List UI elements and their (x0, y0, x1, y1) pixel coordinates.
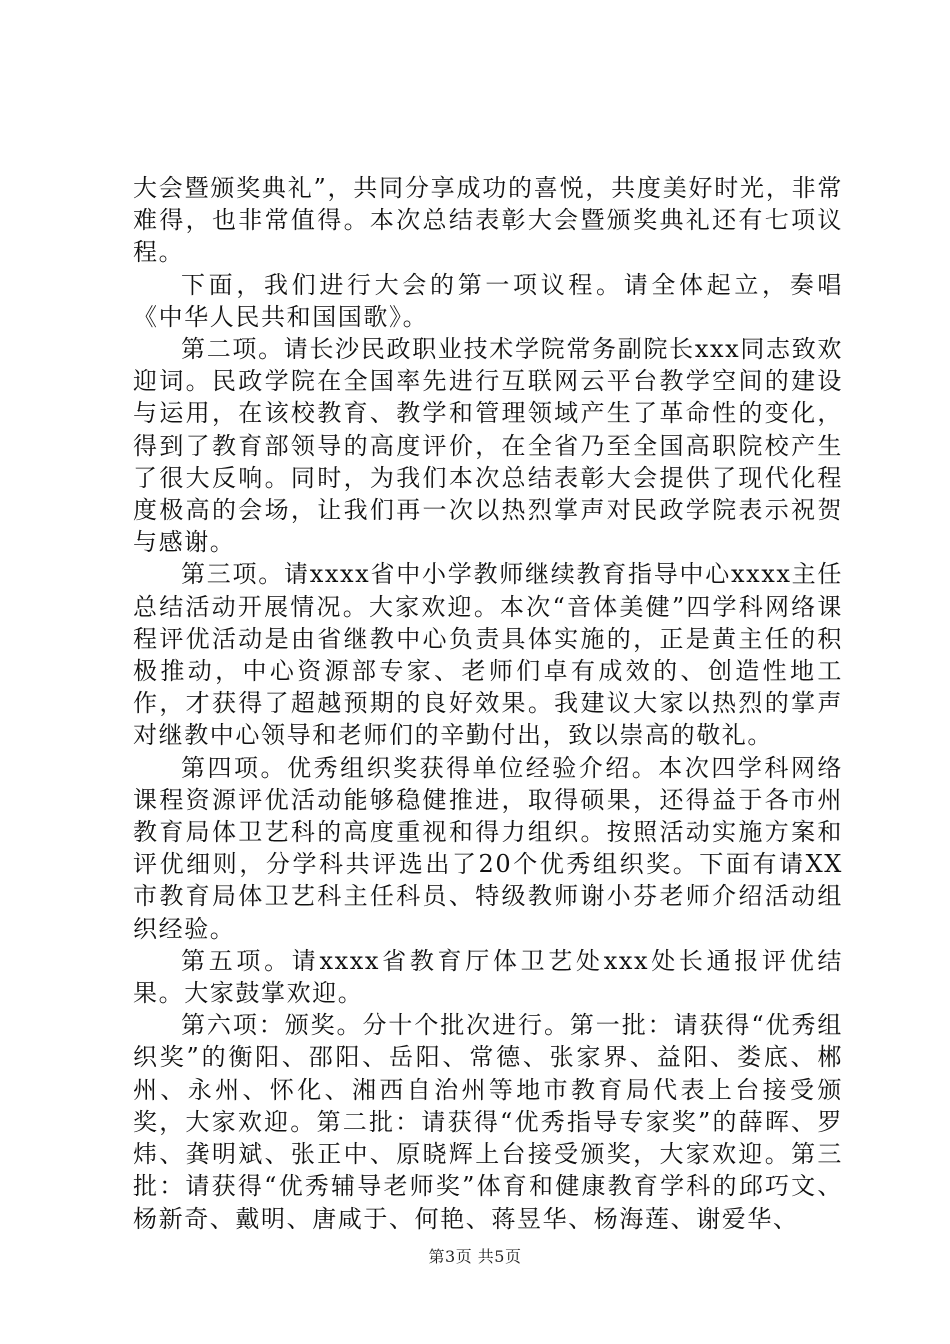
paragraph-agenda-item-5: 第五项。请xxxx省教育厅体卫艺处xxx处长通报评优结果。大家鼓掌欢迎。 (133, 946, 843, 1008)
paragraph-agenda-item-2: 第二项。请长沙民政职业技术学院常务副院长xxx同志致欢迎词。民政学院在全国率先进行互联网云平台教学空间的建设与运用，在该校教育、教学和管理领域产生了革命性的变化，得到了教育部领导的高度评价，在全省乃至全国高职院校产生了很大反响。同时，为我们本次总结表彰大会提供了现代化程度极高的会场，让我们再一次以热烈掌声对民政学院表示祝贺与感谢。 (133, 335, 843, 557)
document-body (133, 172, 843, 1235)
paragraph-agenda-item-3: 第三项。请xxxx省中小学教师继续教育指导中心xxxx主任总结活动开展情况。大家欢迎。本次“音体美健”四学科网络课程评优活动是由省继教中心负责具体实施的，正是黄主任的积极推动，中心资源部专家、老师们卓有成效的、创造性地工作，才获得了超越预期的良好效果。我建议大家以热烈的掌声对继教中心领导和老师们的辛勤付出，致以崇高的敬礼。 (133, 560, 843, 750)
paragraph-continuation: 大会暨颁奖典礼”，共同分享成功的喜悦，共度美好时光，非常难得，也非常值得。本次总结表彰大会暨颁奖典礼还有七项议程。 (133, 174, 843, 267)
paragraph-agenda-item-6: 第六项：颁奖。分十个批次进行。第一批：请获得“优秀组织奖”的衡阳、邵阳、岳阳、常德、张家界、益阳、娄底、郴州、永州、怀化、湘西自治州等地市教育局代表上台接受颁奖，大家欢迎。第二批：请获得“优秀指导专家奖”的薛晖、罗炜、龚明斌、张正中、原晓辉上台接受颁奖，大家欢迎。第三批：请获得“优秀辅导老师奖”体育和健康教育学科的邱巧文、杨新奇、戴明、唐咸于、何艳、蒋昱华、杨海莲、谢爱华、 (133, 1011, 843, 1233)
paragraph-agenda-item-4: 第四项。优秀组织奖获得单位经验介绍。本次四学科网络课程资源评优活动能够稳健推进，取得硕果，还得益于各市州教育局体卫艺科的高度重视和得力组织。按照活动实施方案和评优细则，分学科共评选出了20个优秀组织奖。下面有请XX市教育局体卫艺科主任科员、特级教师谢小芬老师介绍活动组织经验。 (133, 753, 843, 943)
page-number-footer: 第3页 共5页 (428, 1247, 522, 1266)
paragraph-agenda-item-1: 下面，我们进行大会的第一项议程。请全体起立，奏唱《中华人民共和国国歌》。 (133, 270, 843, 331)
